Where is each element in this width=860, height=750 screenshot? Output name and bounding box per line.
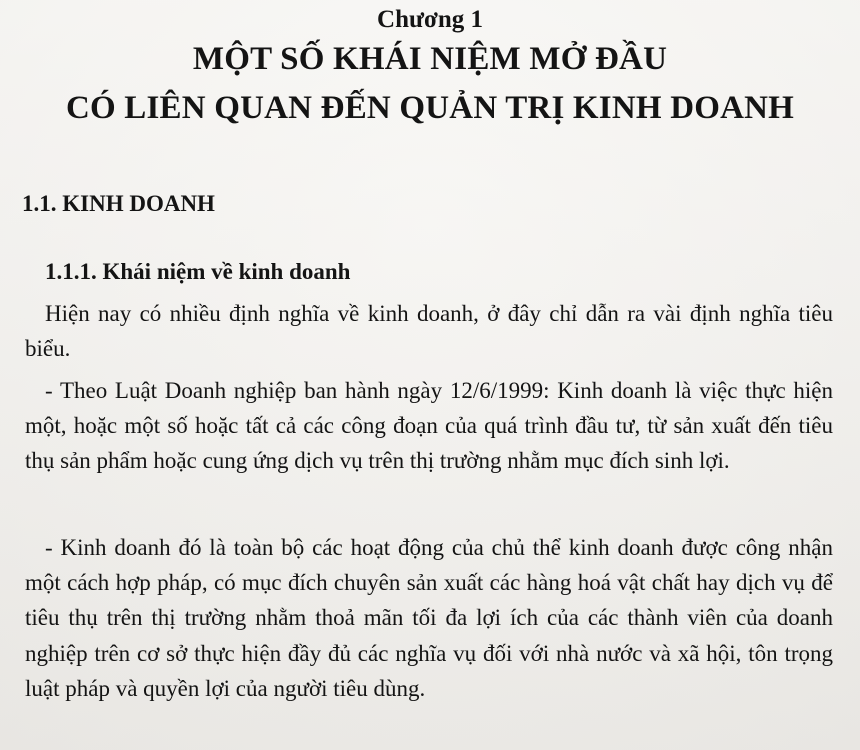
chapter-label: Chương 1 — [377, 6, 483, 33]
section-heading: 1.1. KINH DOANH — [22, 191, 215, 216]
subsection-heading: 1.1.1. Khái niệm về kinh doanh — [45, 259, 351, 284]
paragraph-text: - Theo Luật Doanh nghiệp ban hành ngày 12/6/1999: Kinh doanh là việc thực hiện một, hoặc một số hoặc tất cả các công đoạn của quá trình đầu tư, từ sản xuất đến tiêu thụ sản phẩm hoặc cung ứng dịch vụ trên thị trường nhằm mục đích sinh lợi. — [25, 378, 833, 474]
paragraph-text: - Kinh doanh đó là toàn bộ các hoạt động của chủ thể kinh doanh được công nhận một cách hợp pháp, có mục đích chuyên sản xuất các hàng hoá vật chất hay dịch vụ để tiêu thụ trên thị trường nhằm thoả mãn tối đa lợi ích của các thành viên của doanh nghiệp trên cơ sở thực hiện đầy đủ các nghĩa vụ đối với nhà nước và xã hội, tôn trọng luật pháp và quyền lợi của người tiêu dùng. — [25, 535, 833, 701]
paragraph-intro — [25, 296, 833, 366]
chapter-title-line-2: CÓ LIÊN QUAN ĐẾN QUẢN TRỊ KINH DOANH — [65, 90, 795, 126]
paragraph-text: Hiện nay có nhiều định nghĩa về kinh doanh, ở đây chỉ dẫn ra vài định nghĩa tiêu biểu. — [25, 301, 833, 362]
chapter-title-line-1: MỘT SỐ KHÁI NIỆM MỞ ĐẦU — [192, 41, 668, 77]
paragraph-business-definition — [25, 530, 833, 706]
paragraph-law-definition — [25, 373, 833, 479]
